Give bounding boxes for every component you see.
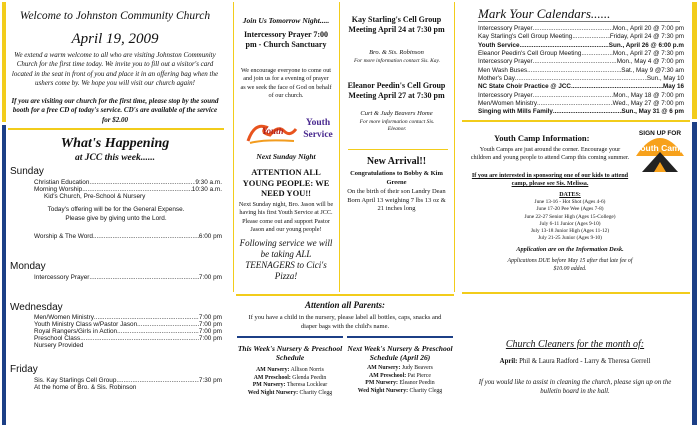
nursery-row: AM Nursery: Allison Norris [256,367,324,373]
cleaners-april-label: April: [499,358,518,365]
kay-cell-title: Kay Starling's Cell Group Meeting April 24 at 7:30 pm [348,15,445,34]
youth-service-title: Youth Service [303,118,333,140]
nursery-next-week [347,336,453,424]
nursery-next-list [347,365,453,395]
schedule-row [34,233,222,240]
parents-rule [236,294,454,296]
camp-due-note: Applications DUE before May 15 after that late fee of $10.00 added. [507,258,633,272]
calendar-row: Intercessory Prayer ..... Mon., May 4 @ 7:00 pm [478,58,684,66]
arrival-rule [348,149,448,150]
camp-title: Youth Camp Information: [494,133,590,143]
camp-dates-title: DATES: [559,192,581,198]
camp-rule [462,120,690,122]
parents-title: Attention all Parents: [304,300,385,310]
camp-date-row: June 22-27 Senior High (Ages 15-College) [524,213,616,220]
camp-dates-list [500,199,640,243]
cleaners-april-names: Phil & Laura Radford - Larry & Theresa Gerrell [519,358,651,365]
camp-logo-top: SIGN UP FOR [638,130,682,137]
schedule-label: Men/Women Ministry [34,314,94,321]
calendar-row: Youth Service ..... Sun., April 26 @ 6:00 p.m [478,42,684,50]
wednesday-block [10,302,222,349]
camp-application-info: Application are on the Information Desk. [516,246,624,253]
right-blue-bar [692,122,697,425]
nursery-row: AM Nursery: Judy Beavers [367,365,433,371]
prayer-body: We encourage everyone to come out and join us for a evening of prayer as we seek the face of God on behalf of our church. [240,67,332,100]
left-blue-bar [2,125,6,425]
cleaners-april [470,358,680,365]
kay-cell-host: Bro. & Sis. Robinson [369,49,424,56]
nursery-row: PM Nursery: Eleanor Peedin [365,380,435,387]
camp-sponsor-note: If you are interested in sponsoring one of our kids to attend camp, please see Sis. Melissa. [471,172,629,187]
schedule-row [34,186,222,193]
happening-subtitle: at JCC this week...... [75,153,155,163]
parents-body: If you have a child in the nursery, please label all bottles, caps, snacks and diaper bags with the child's name. [248,314,442,330]
calendar-list [478,25,684,117]
arrival-body: On the birth of their son Landry Dean Born April 13 weighing 7 lbs 13 oz & 21 inches long [347,188,446,213]
schedule-row [34,335,222,342]
welcome-body: We extend a warm welcome to all who are visiting Johnston Community Church for the first time today. We invite you to fill out a visitor's card located in the seat in front of you and place it in an offering bag when the ushers come by. We hope you will visit our church again! [11,51,219,88]
join-title: Join Us Tomorrow Night..... [242,16,330,25]
camp-logo-main: Youth Camp [635,143,685,153]
youth-camp-logo [632,128,688,178]
eleanor-cell-title: Eleanor Peedin's Cell Group Meeting April 27 at 7:30 pm [347,81,446,100]
wednesday-heading: Wednesday [10,302,63,313]
calendar-rule [478,21,680,22]
schedule-time: 6:00 pm [198,233,222,240]
sunday-block [10,166,222,240]
cleaners-rule [462,292,690,294]
calendar-row: Mother's Day ..... Sun., May 10 [478,75,684,83]
nursery-row: AM Preschool: Pat Pierce [369,372,431,379]
youth-body: Next Sunday night, Bro. Jason will be having his first Youth Service at JCC. Please come out and support Pastor Jason and our young people! [238,201,334,234]
schedule-row [34,377,222,384]
calendar-row: Intercessory Prayer ..... Mon., May 18 @ 7:00 pm [478,92,684,100]
visitor-cd-note: If you are visiting our church for the first time, please stop by the sound booth for a free CD of today's service. CD's are available of the service for $2.00 [11,97,219,124]
calendar-row: Eleanor Peedin's Cell Group Meeting ..... Mon., April 27 @ 7:30 pm [478,50,684,58]
schedule-row [34,179,222,186]
camp-body: Youth Camps are just around the corner. Encourage your children and young people to attend Camp this coming summer. [470,146,630,161]
cleaners-title: Church Cleaners for the month of: [505,339,645,350]
cleaners-note: If you would like to assist in cleaning the church, please sign up on the bulletin board in the hall. [478,379,672,395]
schedule-row [34,328,222,335]
calendar-row: Intercessory Prayer ..... Mon., April 20 @ 7:00 pm [478,25,684,33]
arrival-title: New Arrival!! [366,156,427,167]
offering-note: Today's offering will be for the General Expense. Please give by giving unto the Lord. [47,206,185,222]
schedule-label: Sis. Kay Starlings Cell Group [34,377,117,384]
column-divider [339,2,340,292]
kay-cell-contact: For more information contact Sis. Kay. [353,58,441,64]
left-accent-bar [2,2,6,122]
schedule-sub: Kid's Church, Pre-School & Nursery [44,193,146,200]
nursery-row: Wed Night Nursery: Charity Clegg [247,389,333,396]
camp-date-row: June 13-16 - Hot Shot (Ages 4-6) [534,199,606,205]
schedule-label: Intercessory Prayer [34,274,90,281]
arrival-congrats: Congratulations to Bobby & Kim Greene [350,170,443,186]
schedule-time: 7:00 pm [198,274,222,281]
attention-youth: ATTENTION ALL YOUNG PEOPLE: WE NEED YOU!! [242,167,330,198]
schedule-time: 9:30 a.m. [195,179,222,186]
nursery-row: Wed Night Nursery: Charity Clegg [357,387,443,394]
schedule-time: 7:00 pm [198,314,222,321]
sunday-heading: Sunday [10,166,44,177]
nursery-this-week [237,336,343,424]
schedule-label: Preschool Class [34,335,81,342]
next-sunday-title: Next Sunday Night [256,152,316,161]
schedule-time: 7:00 pm [198,321,222,328]
teen-pizza-note: Following service we will be taking ALL TEENAGERS to Cici's Pizza! [239,238,333,281]
nursery-row: AM Preschool: Glenda Peedin [253,374,327,381]
camp-date-row: July 6-11 Junior (Ages 9-10) [539,220,601,227]
youth-logo-text: Youth [262,126,284,136]
youth-logo [244,117,300,147]
nursery-this-title: This Week's Nursery & Preschool Schedule [237,344,343,362]
eleanor-cell-contact: For more information contact Sis. Eleanor. [359,119,435,132]
prayer-title: Intercessory Prayer 7:00 pm - Church Sanctuary [243,30,329,49]
right-accent-bar [692,2,697,119]
nursery-this-list [237,367,343,397]
schedule-time: 10:30 a.m. [191,186,222,193]
column-divider [454,2,455,292]
schedule-label: Youth Ministry Class w/Pastor Jason [34,321,138,328]
schedule-sub: At the home of Bro. & Sis. Robinson [34,384,137,391]
camp-date-row: July 21-25 Junior (Ages 9-10) [538,235,602,242]
nursery-next-title: Next Week's Nursery & Preschool Schedule (April 26) [347,344,453,362]
calendar-title: Mark Your Calendars...... [478,6,611,21]
calendar-row: NC State Choir Practice @ JCC ..... May 16 [478,83,684,91]
welcome-title: Welcome to Johnston Community Church [19,10,211,22]
friday-heading: Friday [10,364,38,375]
schedule-row [34,321,222,328]
nursery-row: PM Nursery: Theresa Locklear [252,382,328,389]
welcome-date: April 19, 2009 [71,31,159,47]
schedule-sub: Nursery Provided [34,342,84,349]
camp-date-row: June 17-20 Pee Wee (Ages 7-8) [536,206,604,213]
schedule-label: Christian Education [34,179,90,186]
column-divider [233,2,234,292]
schedule-time: 7:30 pm [198,377,222,384]
camp-date-row: July 13-18 Junior High (Ages 11-12) [530,228,610,235]
schedule-row [34,274,222,281]
monday-heading: Monday [10,261,46,272]
calendar-row: Men Wash Buses ..... Sat., May 9 @7:30 am [478,67,684,75]
calendar-row: Singing with Mills Family ..... Sun., May 31 @ 6 pm [478,108,684,116]
schedule-label: Worship & The Word [34,233,93,240]
schedule-label: Royal Rangers/Girls in Action [34,328,118,335]
schedule-time: 7:00 pm [198,328,222,335]
monday-block [10,261,222,281]
happening-title: What's Happening [60,136,170,151]
calendar-row: Men/Women Ministry ..... Wed., May 27 @ 7:00 pm [478,100,684,108]
schedule-row [34,314,222,321]
schedule-label: Morning Worship [34,186,83,193]
calendar-row: Kay Starling's Cell Group Meeting ..... Friday, April 24 @ 7:30 pm [478,33,684,41]
friday-block [10,364,222,391]
eleanor-cell-host: Curt & Judy Beavers Home [360,110,433,117]
schedule-time: 7:00 pm [198,335,222,342]
